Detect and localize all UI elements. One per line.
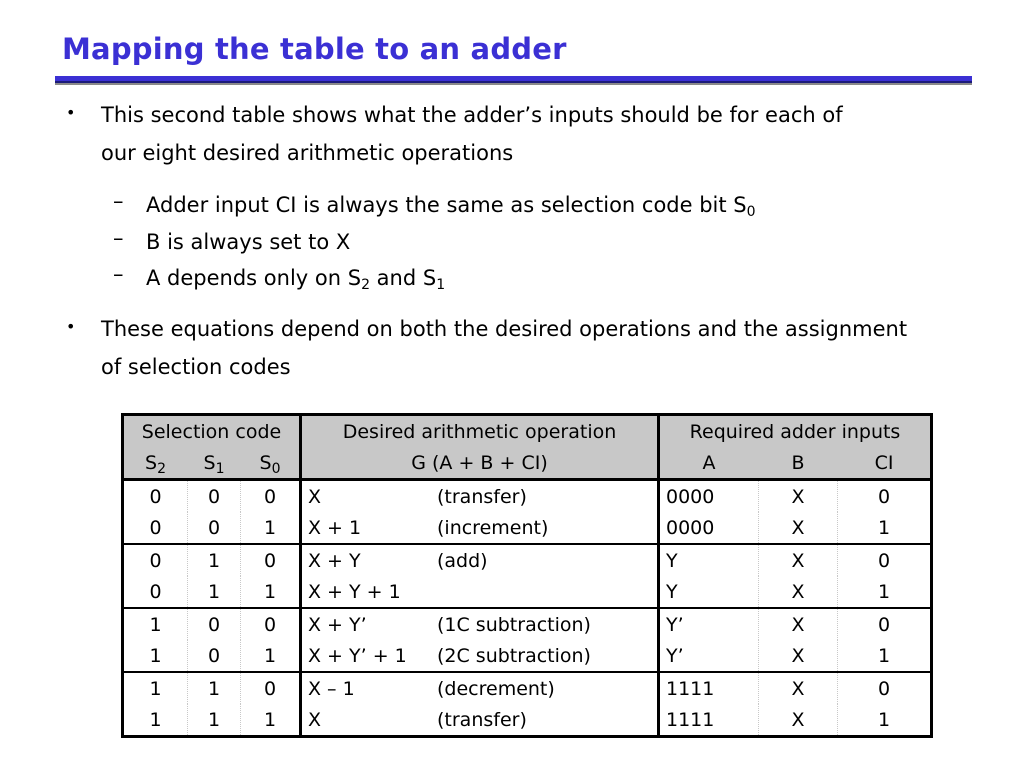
- cell-description: [437, 576, 659, 608]
- table-row: [123, 608, 932, 640]
- cell-b: X: [759, 704, 838, 737]
- bullet-1: [101, 96, 1001, 172]
- header-desired-operation: Desired arithmetic operation: [301, 415, 659, 448]
- cell-description: (decrement): [437, 672, 659, 704]
- cell-a: Y’: [659, 608, 759, 640]
- subbullet-3-subscript-2: 1: [436, 277, 446, 293]
- cell-s2: 1: [123, 672, 188, 704]
- title-underline: [55, 76, 972, 83]
- cell-s1: 0: [188, 512, 241, 544]
- operations-table-wrapper: [121, 413, 933, 738]
- cell-s2: 1: [149, 644, 162, 667]
- bullet-dot: •: [66, 103, 76, 122]
- cell-operation: X + Y + 1: [301, 576, 438, 608]
- table-row: [123, 512, 932, 544]
- table-row: [123, 544, 932, 576]
- cell-s1: 1: [188, 672, 241, 704]
- cell-a: 1111: [659, 672, 759, 704]
- col-header-s2: $S_2$: [123, 447, 188, 480]
- dash: –: [113, 189, 124, 213]
- cell-ci: 1: [838, 704, 932, 737]
- subbullet-3-after: and S: [369, 266, 437, 290]
- cell-operation: X: [301, 480, 438, 513]
- header-selection-code: Selection code: [123, 415, 301, 448]
- cell-s2: 0: [123, 544, 188, 576]
- cell-s2: 0: [149, 516, 162, 539]
- cell-s0: 1: [241, 704, 301, 737]
- table-row: [123, 640, 932, 672]
- cell-b: X: [759, 480, 838, 513]
- cell-s1: 1: [188, 704, 241, 737]
- cell-s0: 1: [241, 576, 301, 608]
- cell-operation: X: [301, 704, 438, 737]
- header-required-inputs: Required adder inputs: [659, 415, 932, 448]
- cell-description: (increment): [437, 516, 549, 539]
- cell-b: X: [759, 544, 838, 576]
- table-row: [123, 480, 932, 513]
- dash: –: [113, 262, 124, 286]
- col-header-s0: $S_0$: [241, 447, 301, 480]
- bullet-1-line-1: This second table shows what the adder’s inputs should be for each of: [101, 103, 843, 127]
- cell-b: X: [759, 512, 838, 544]
- cell-ci: 0: [838, 672, 932, 704]
- cell-a: Y’: [659, 640, 759, 672]
- col-header-b: B: [759, 447, 838, 480]
- bullet-2: [101, 310, 1001, 386]
- cell-description: (add): [437, 544, 659, 576]
- col-header-ci: CI: [838, 447, 932, 480]
- cell-a: 0000: [659, 480, 759, 513]
- cell-operation: X + Y’ + 1: [301, 640, 438, 672]
- cell-s0: 0: [241, 608, 301, 640]
- cell-description: (transfer): [437, 708, 527, 731]
- table-row: [123, 576, 932, 608]
- cell-description: (2C subtraction): [437, 644, 591, 667]
- cell-s0: 1: [241, 512, 301, 544]
- subbullet-3-subscript-1: 2: [361, 277, 370, 293]
- col-header-a: A: [659, 447, 759, 480]
- table-column-header-row: [123, 447, 932, 480]
- cell-s0: 0: [241, 480, 301, 513]
- cell-ci: 0: [838, 608, 932, 640]
- cell-s0: 1: [241, 640, 301, 672]
- table-row: [123, 672, 932, 704]
- subbullet-3-text: A depends only on S: [146, 266, 362, 290]
- cell-s0: 0: [241, 672, 301, 704]
- cell-b: X: [759, 640, 838, 672]
- cell-operation: X – 1: [301, 672, 438, 704]
- subbullet-1: [146, 187, 756, 223]
- cell-b: X: [759, 672, 838, 704]
- cell-s2: 1: [149, 708, 162, 731]
- subbullet-2: [146, 224, 350, 260]
- cell-s2: 1: [123, 608, 188, 640]
- dash: –: [113, 226, 124, 250]
- bullet-dot: •: [66, 317, 76, 336]
- col-header-s1: $S_1$: [188, 447, 241, 480]
- cell-b: X: [759, 576, 838, 608]
- cell-operation: X + Y’: [301, 608, 438, 640]
- bullet-1-line-2: our eight desired arithmetic operations: [101, 141, 514, 165]
- cell-ci: 1: [838, 640, 932, 672]
- cell-ci: 1: [838, 512, 932, 544]
- col-header-g: G (A + B + CI): [301, 447, 659, 480]
- bullet-2-line-1: These equations depend on both the desired operations and the assignment: [101, 317, 908, 341]
- cell-ci: 0: [838, 480, 932, 513]
- cell-s1: 1: [188, 544, 241, 576]
- cell-s1: 1: [188, 576, 241, 608]
- cell-a: Y: [659, 576, 759, 608]
- cell-s0: 0: [241, 544, 301, 576]
- subbullet-3: [146, 260, 445, 296]
- cell-s1: 0: [188, 480, 241, 513]
- cell-s1: 0: [188, 608, 241, 640]
- table-body: [123, 480, 932, 737]
- table-row: [123, 704, 932, 737]
- bullet-2-line-2: of selection codes: [101, 355, 291, 379]
- table-group-header-row: [123, 415, 932, 448]
- cell-operation: X + 1: [301, 512, 438, 544]
- subbullet-2-text: B is always set to X: [146, 230, 351, 254]
- slide-title: Mapping the table to an adder: [62, 32, 567, 66]
- title-underline-shadow: [55, 83, 972, 85]
- cell-ci: 0: [838, 544, 932, 576]
- cell-operation: X + Y: [301, 544, 438, 576]
- cell-s1: 0: [188, 640, 241, 672]
- cell-a: Y: [659, 544, 759, 576]
- subbullet-1-subscript: 0: [746, 204, 756, 220]
- cell-ci: 1: [838, 576, 932, 608]
- cell-description: (transfer): [437, 485, 527, 508]
- cell-s2: 0: [149, 580, 162, 603]
- cell-a: 1111: [659, 704, 759, 737]
- cell-b: X: [759, 608, 838, 640]
- operations-table: [121, 413, 933, 738]
- cell-a: 0000: [659, 512, 759, 544]
- cell-s2: 0: [149, 485, 162, 508]
- subbullet-1-text: Adder input CI is always the same as selection code bit S: [146, 193, 747, 217]
- cell-description: (1C subtraction): [437, 608, 659, 640]
